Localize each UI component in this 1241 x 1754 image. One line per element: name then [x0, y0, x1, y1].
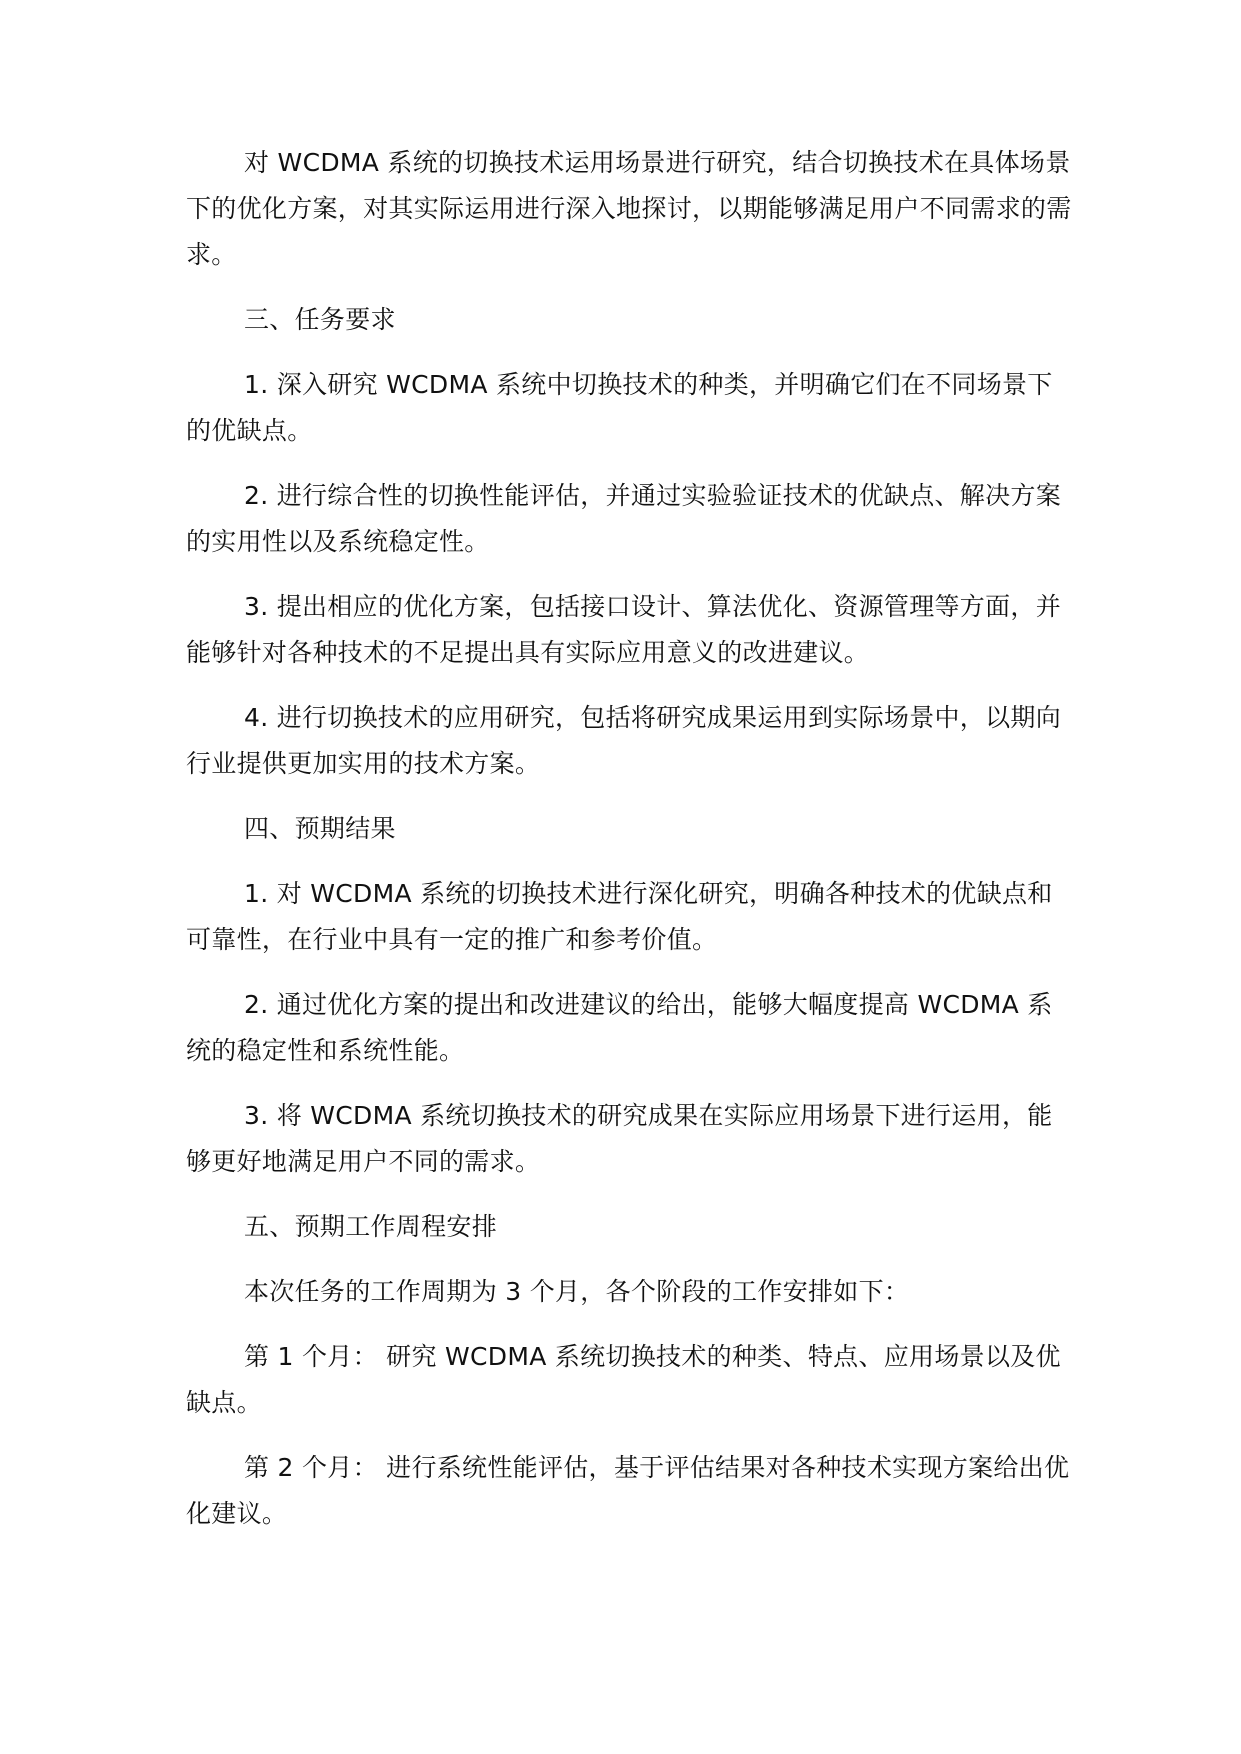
paragraph-schedule-month-2: 第 2 个月： 进行系统性能评估，基于评估结果对各种技术实现方案给出优化建议。	[186, 1453, 1070, 1528]
paragraph-intro: 对 WCDMA 系统的切换技术运用场景进行研究，结合切换技术在具体场景下的优化方案，对其实际运用进行深入地探讨，以期能够满足用户不同需求的需求。	[186, 148, 1072, 269]
paragraph-result-3: 3. 将 WCDMA 系统切换技术的研究成果在实际应用场景下进行运用，能够更好地满足用户不同的需求。	[186, 1101, 1053, 1176]
paragraph-requirement-3: 3. 提出相应的优化方案，包括接口设计、算法优化、资源管理等方面，并能够针对各种技术的不足提出具有实际应用意义的改进建议。	[186, 592, 1062, 667]
paragraph-requirement-4: 4. 进行切换技术的应用研究，包括将研究成果运用到实际场景中，以期向行业提供更加实用的技术方案。	[186, 703, 1062, 778]
paragraph-schedule-month-1: 第 1 个月： 研究 WCDMA 系统切换技术的种类、特点、应用场景以及优缺点。	[186, 1342, 1061, 1417]
paragraph-requirement-2: 2. 进行综合性的切换性能评估，并通过实验验证技术的优缺点、解决方案的实用性以及系统稳定性。	[186, 481, 1062, 556]
paragraph-result-2: 2. 通过优化方案的提出和改进建议的给出，能够大幅度提高 WCDMA 系统的稳定性和系统性能。	[186, 990, 1053, 1065]
section-heading-schedule: 五、预期工作周程安排	[244, 1212, 498, 1241]
paragraph-schedule-intro: 本次任务的工作周期为 3 个月，各个阶段的工作安排如下：	[244, 1277, 910, 1306]
section-heading-expected-results: 四、预期结果	[244, 814, 396, 843]
paragraph-requirement-1: 1. 深入研究 WCDMA 系统中切换技术的种类，并明确它们在不同场景下的优缺点。	[186, 370, 1053, 445]
document-body	[186, 140, 1076, 1556]
section-heading-task-requirements: 三、任务要求	[244, 305, 396, 334]
paragraph-result-1: 1. 对 WCDMA 系统的切换技术进行深化研究，明确各种技术的优缺点和可靠性，在行业中具有一定的推广和参考价值。	[186, 879, 1053, 954]
